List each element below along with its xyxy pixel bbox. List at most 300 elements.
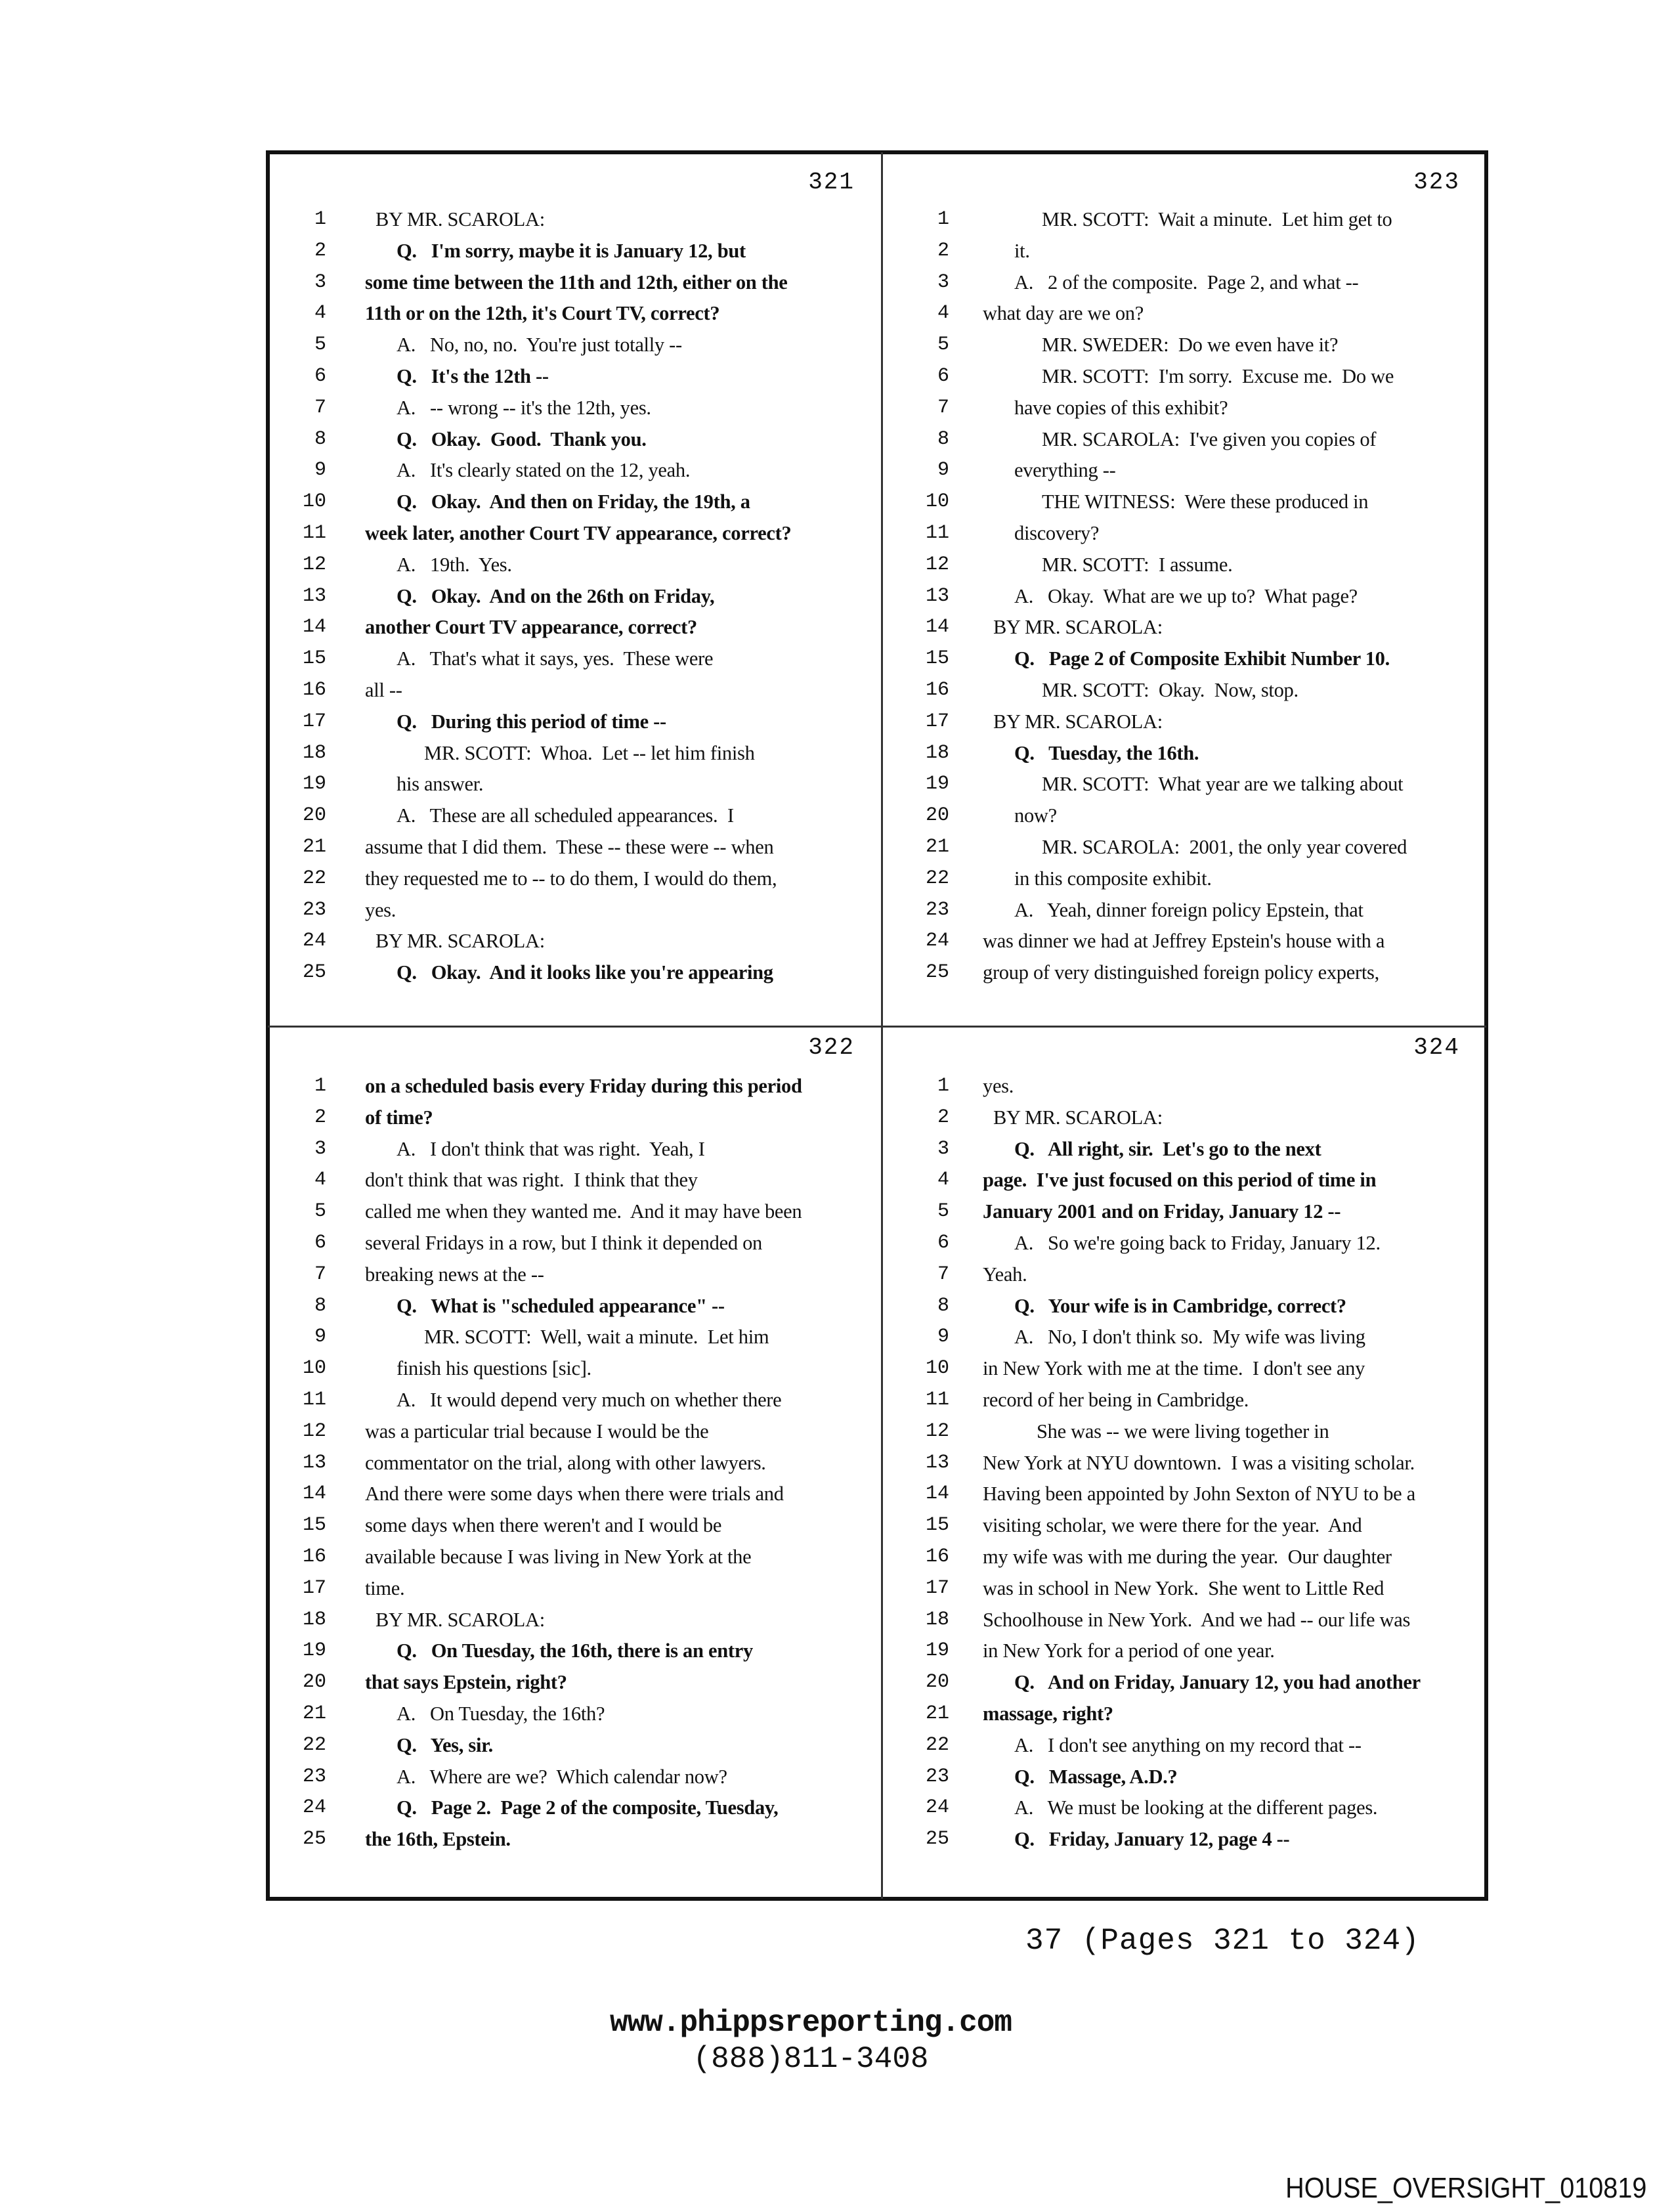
line-text: Q. During this period of time --	[397, 710, 666, 733]
transcript-line	[883, 1546, 1486, 1577]
line-number: 3	[314, 271, 326, 293]
line-number: 20	[925, 1671, 949, 1694]
line-number: 8	[314, 1294, 326, 1317]
line-number: 22	[925, 867, 949, 890]
line-text: in New York with me at the time. I don't see any	[983, 1357, 1365, 1380]
line-number: 10	[302, 490, 326, 513]
line-number: 5	[314, 1200, 326, 1223]
transcript-line	[270, 1263, 881, 1295]
line-number: 12	[925, 553, 949, 576]
line-number: 24	[302, 1796, 326, 1819]
line-text: they requested me to -- to do them, I would do them,	[365, 867, 777, 890]
transcript-line	[883, 271, 1486, 303]
line-number: 14	[302, 616, 326, 639]
line-number: 4	[314, 302, 326, 325]
line-text: Q. Massage, A.D.?	[1014, 1765, 1178, 1788]
transcript-line	[883, 1639, 1486, 1671]
transcript-line	[883, 930, 1486, 961]
line-text: Q. Okay. And on the 26th on Friday,	[397, 584, 715, 607]
line-text: finish his questions [sic].	[397, 1357, 591, 1380]
line-text: some time between the 11th and 12th, either on the	[365, 271, 788, 293]
line-text: Q. Okay. And it looks like you're appearing	[397, 961, 773, 984]
line-text: week later, another Court TV appearance, correct?	[365, 521, 792, 544]
transcript-line	[270, 428, 881, 460]
line-number: 10	[925, 490, 949, 513]
transcript-line	[270, 1106, 881, 1138]
line-number: 2	[314, 1106, 326, 1129]
page-number: 324	[1413, 1034, 1460, 1061]
line-number: 8	[937, 427, 949, 450]
line-text: all --	[365, 678, 402, 701]
line-text: his answer.	[397, 773, 484, 796]
bates-number: HOUSE_OVERSIGHT_010819	[1285, 2172, 1646, 2204]
line-number: 1	[314, 208, 326, 230]
line-number: 24	[925, 930, 949, 953]
line-text: MR. SCAROLA: I've given you copies of	[1042, 427, 1377, 450]
line-text: now?	[1014, 804, 1057, 827]
line-text: Q. Page 2. Page 2 of the composite, Tuesday,	[397, 1796, 779, 1819]
line-text: commentator on the trial, along with other lawyers.	[365, 1451, 766, 1474]
line-number: 17	[925, 1576, 949, 1599]
line-text: Q. Okay. And then on Friday, the 19th, a	[397, 490, 750, 513]
line-text: A. These are all scheduled appearances. I	[397, 804, 734, 827]
line-number: 12	[925, 1420, 949, 1442]
line-number: 12	[302, 553, 326, 576]
line-text: MR. SCOTT: Well, wait a minute. Let him	[424, 1326, 769, 1349]
footer-pages-label: 37 (Pages 321 to 324)	[1025, 1924, 1420, 1958]
transcript-line	[270, 930, 881, 961]
line-text: some days when there weren't and I would be	[365, 1514, 722, 1537]
line-text: A. -- wrong -- it's the 12th, yes.	[397, 396, 651, 419]
line-text: Q. Yes, sir.	[397, 1733, 493, 1756]
transcript-line	[883, 365, 1486, 397]
line-number: 18	[302, 741, 326, 764]
line-text: Q. Okay. Good. Thank you.	[397, 427, 647, 450]
line-text: was a particular trial because I would be the	[365, 1420, 709, 1442]
line-text: MR. SCOTT: What year are we talking about	[1042, 773, 1404, 796]
line-number: 3	[937, 271, 949, 293]
line-text: Having been appointed by John Sexton of NYU to be a	[983, 1483, 1415, 1506]
line-number: 15	[302, 647, 326, 670]
transcript-line	[883, 867, 1486, 899]
line-text: New York at NYU downtown. I was a visiting scholar.	[983, 1451, 1415, 1474]
transcript-line	[270, 1546, 881, 1577]
transcript-line	[883, 1295, 1486, 1326]
transcript-line	[270, 1420, 881, 1452]
line-text: BY MR. SCAROLA:	[376, 1608, 545, 1631]
transcript-line	[270, 1514, 881, 1546]
line-text: yes.	[983, 1075, 1014, 1097]
line-number: 13	[925, 1451, 949, 1474]
line-number: 19	[925, 1639, 949, 1662]
transcript-line	[270, 1639, 881, 1671]
line-number: 5	[937, 1200, 949, 1223]
line-number: 18	[925, 741, 949, 764]
transcript-line	[883, 522, 1486, 553]
transcript-lines	[883, 1075, 1486, 1859]
transcript-line	[270, 679, 881, 710]
line-number: 23	[302, 1765, 326, 1788]
transcript-line	[883, 1452, 1486, 1483]
line-text: on a scheduled basis every Friday during this period	[365, 1075, 802, 1097]
line-number: 25	[302, 1828, 326, 1851]
line-text: was dinner we had at Jeffrey Epstein's house with a	[983, 930, 1385, 953]
transcript-page-324	[883, 1028, 1486, 1898]
line-text: January 2001 and on Friday, January 12 --	[983, 1200, 1341, 1223]
page-number: 323	[1413, 169, 1460, 196]
transcript-line	[270, 490, 881, 522]
line-text: massage, right?	[983, 1702, 1113, 1725]
line-text: BY MR. SCAROLA:	[993, 1106, 1163, 1129]
line-number: 14	[302, 1483, 326, 1506]
line-number: 15	[925, 1514, 949, 1537]
transcript-line	[883, 616, 1486, 647]
line-text: group of very distinguished foreign policy experts,	[983, 961, 1379, 984]
footer-phone: (888)811-3408	[693, 2042, 929, 2076]
transcript-line	[883, 836, 1486, 867]
line-number: 16	[302, 678, 326, 701]
line-number: 9	[314, 1326, 326, 1349]
line-number: 9	[314, 459, 326, 482]
transcript-line	[270, 553, 881, 585]
transcript-line	[883, 647, 1486, 679]
transcript-line	[883, 1766, 1486, 1797]
line-text: yes.	[365, 898, 397, 921]
transcript-line	[270, 1169, 881, 1200]
line-text: Q. What is "scheduled appearance" --	[397, 1294, 725, 1317]
line-number: 13	[302, 584, 326, 607]
transcript-line	[883, 1075, 1486, 1106]
line-number: 14	[925, 616, 949, 639]
transcript-line	[270, 1138, 881, 1169]
line-number: 11	[302, 1388, 326, 1411]
line-text: MR. SWEDER: Do we even have it?	[1042, 334, 1339, 357]
transcript-line	[270, 773, 881, 804]
transcript-line	[270, 302, 881, 334]
transcript-line	[883, 1828, 1486, 1859]
line-text: another Court TV appearance, correct?	[365, 616, 697, 639]
line-text: She was -- we were living together in	[1037, 1420, 1329, 1442]
line-text: available because I was living in New York at the	[365, 1545, 752, 1568]
line-text: A. We must be looking at the different pages.	[1014, 1796, 1378, 1819]
line-text: Q. And on Friday, January 12, you had another	[1014, 1671, 1421, 1694]
transcript-line	[270, 1200, 881, 1232]
line-number: 16	[925, 678, 949, 701]
line-number: 24	[302, 930, 326, 953]
transcript-line	[270, 1483, 881, 1514]
line-number: 25	[925, 1828, 949, 1851]
transcript-line	[883, 1702, 1486, 1734]
line-text: my wife was with me during the year. Our daughter	[983, 1545, 1392, 1568]
transcript-line	[883, 1420, 1486, 1452]
line-text: MR. SCOTT: Wait a minute. Let him get to	[1042, 208, 1392, 230]
transcript-line	[883, 679, 1486, 710]
transcript-line	[883, 1734, 1486, 1766]
line-text: breaking news at the --	[365, 1263, 544, 1286]
line-number: 19	[925, 773, 949, 796]
line-number: 14	[925, 1483, 949, 1506]
line-number: 18	[302, 1608, 326, 1631]
line-number: 7	[937, 396, 949, 419]
line-text: MR. SCOTT: Whoa. Let -- let him finish	[424, 741, 755, 764]
line-number: 10	[925, 1357, 949, 1380]
transcript-page-321	[270, 154, 881, 1026]
transcript-line	[270, 1796, 881, 1828]
transcript-line	[883, 428, 1486, 460]
transcript-line	[883, 208, 1486, 240]
transcript-line	[270, 240, 881, 271]
line-text: everything --	[1014, 459, 1116, 482]
transcript-line	[270, 1671, 881, 1702]
line-text: Q. I'm sorry, maybe it is January 12, but	[397, 239, 746, 262]
transcript-lines	[270, 1075, 881, 1859]
line-text: was in school in New York. She went to Little Red	[983, 1576, 1384, 1599]
transcript-line	[270, 522, 881, 553]
line-text: A. That's what it says, yes. These were	[397, 647, 714, 670]
transcript-line	[883, 773, 1486, 804]
line-text: And there were some days when there were trials and	[365, 1483, 784, 1506]
line-number: 2	[937, 239, 949, 262]
line-number: 23	[302, 898, 326, 921]
line-number: 19	[302, 1639, 326, 1662]
line-number: 17	[925, 710, 949, 733]
line-text: MR. SCOTT: I'm sorry. Excuse me. Do we	[1042, 364, 1394, 387]
line-number: 6	[314, 1231, 326, 1254]
transcript-line	[883, 490, 1486, 522]
line-number: 9	[937, 459, 949, 482]
transcript-line	[883, 1796, 1486, 1828]
line-number: 21	[925, 1702, 949, 1725]
line-text: the 16th, Epstein.	[365, 1828, 511, 1851]
transcript-lines	[883, 208, 1486, 993]
transcript-line	[270, 1357, 881, 1389]
line-text: A. Yeah, dinner foreign policy Epstein, that	[1014, 898, 1363, 921]
transcript-line	[270, 365, 881, 397]
line-number: 4	[937, 302, 949, 325]
line-number: 8	[314, 427, 326, 450]
line-text: A. On Tuesday, the 16th?	[397, 1702, 605, 1725]
transcript-line	[270, 585, 881, 617]
transcript-line	[270, 616, 881, 647]
line-number: 7	[937, 1263, 949, 1286]
line-number: 19	[302, 773, 326, 796]
line-text: A. It's clearly stated on the 12, yeah.	[397, 459, 691, 482]
line-text: page. I've just focused on this period of time in	[983, 1169, 1377, 1192]
transcript-line	[883, 334, 1486, 365]
line-number: 21	[302, 835, 326, 858]
footer-website: www.phippsreporting.com	[610, 2006, 1012, 2040]
line-number: 10	[302, 1357, 326, 1380]
line-number: 6	[937, 364, 949, 387]
line-text: A. Okay. What are we up to? What page?	[1014, 584, 1358, 607]
line-number: 22	[302, 867, 326, 890]
line-text: several Fridays in a row, but I think it depended on	[365, 1231, 762, 1254]
transcript-line	[883, 302, 1486, 334]
line-text: MR. SCOTT: Okay. Now, stop.	[1042, 678, 1298, 701]
line-text: A. I don't see anything on my record that --	[1014, 1733, 1362, 1756]
line-text: Q. Page 2 of Composite Exhibit Number 10.	[1014, 647, 1390, 670]
line-number: 21	[925, 835, 949, 858]
transcript-line	[883, 1326, 1486, 1357]
transcript-line	[883, 397, 1486, 428]
transcript-line	[270, 804, 881, 836]
transcript-line	[883, 899, 1486, 930]
line-number: 21	[302, 1702, 326, 1725]
line-number: 13	[302, 1451, 326, 1474]
line-text: MR. SCAROLA: 2001, the only year covered	[1042, 835, 1407, 858]
line-number: 17	[302, 710, 326, 733]
line-number: 3	[314, 1137, 326, 1160]
transcript-line	[270, 1734, 881, 1766]
transcript-line	[883, 742, 1486, 773]
line-number: 4	[314, 1169, 326, 1192]
line-number: 20	[302, 804, 326, 827]
line-text: BY MR. SCAROLA:	[376, 208, 545, 230]
transcript-line	[270, 1828, 881, 1859]
line-text: Q. All right, sir. Let's go to the next	[1014, 1137, 1321, 1160]
line-text: A. 19th. Yes.	[397, 553, 512, 576]
line-text: BY MR. SCAROLA:	[993, 710, 1163, 733]
transcript-line	[883, 1232, 1486, 1263]
line-number: 20	[925, 804, 949, 827]
line-text: time.	[365, 1576, 405, 1599]
line-number: 11	[925, 1388, 949, 1411]
line-number: 16	[925, 1545, 949, 1568]
line-text: A. No, I don't think so. My wife was living	[1014, 1326, 1365, 1349]
line-text: that says Epstein, right?	[365, 1671, 567, 1694]
line-number: 1	[314, 1075, 326, 1097]
line-number: 20	[302, 1671, 326, 1694]
line-number: 25	[302, 961, 326, 984]
line-text: what day are we on?	[983, 302, 1144, 325]
transcript-line	[270, 1766, 881, 1797]
line-number: 2	[937, 1106, 949, 1129]
line-number: 6	[314, 364, 326, 387]
transcript-line	[883, 1169, 1486, 1200]
transcript-line	[883, 1200, 1486, 1232]
transcript-line	[270, 899, 881, 930]
transcript-line	[883, 1514, 1486, 1546]
transcript-line	[270, 1326, 881, 1357]
page-number: 321	[808, 169, 855, 196]
transcript-line	[270, 271, 881, 303]
line-text: BY MR. SCAROLA:	[376, 930, 545, 953]
line-number: 1	[937, 208, 949, 230]
transcript-page-323	[883, 154, 1486, 1026]
line-text: A. I don't think that was right. Yeah, I	[397, 1137, 705, 1160]
line-number: 15	[302, 1514, 326, 1537]
line-number: 7	[314, 1263, 326, 1286]
line-number: 6	[937, 1231, 949, 1254]
transcript-line	[883, 459, 1486, 490]
line-text: in this composite exhibit.	[1014, 867, 1212, 890]
transcript-line	[270, 1075, 881, 1106]
transcript-line	[270, 1609, 881, 1640]
line-text: Q. Your wife is in Cambridge, correct?	[1014, 1294, 1346, 1317]
transcript-line	[883, 585, 1486, 617]
transcript-line	[270, 1389, 881, 1420]
line-number: 16	[302, 1545, 326, 1568]
line-number: 11	[302, 521, 326, 544]
line-text: assume that I did them. These -- these were -- when	[365, 835, 774, 858]
transcript-line	[270, 1577, 881, 1609]
transcript-line	[270, 459, 881, 490]
transcript-line	[270, 836, 881, 867]
line-text: of time?	[365, 1106, 433, 1129]
line-number: 25	[925, 961, 949, 984]
line-number: 1	[937, 1075, 949, 1097]
transcript-line	[270, 397, 881, 428]
transcript-line	[883, 1609, 1486, 1640]
line-number: 13	[925, 584, 949, 607]
line-number: 22	[302, 1733, 326, 1756]
line-text: Q. Tuesday, the 16th.	[1014, 741, 1199, 764]
transcript-line	[270, 710, 881, 742]
line-text: MR. SCOTT: I assume.	[1042, 553, 1233, 576]
transcript-line	[883, 804, 1486, 836]
line-text: THE WITNESS: Were these produced in	[1042, 490, 1369, 513]
line-number: 8	[937, 1294, 949, 1317]
transcript-line	[883, 1671, 1486, 1702]
line-text: Yeah.	[983, 1263, 1027, 1286]
line-text: Q. It's the 12th --	[397, 364, 549, 387]
transcript-line	[883, 710, 1486, 742]
transcript-line	[883, 1263, 1486, 1295]
line-number: 7	[314, 396, 326, 419]
line-text: visiting scholar, we were there for the year. And	[983, 1514, 1362, 1537]
transcript-line	[883, 1357, 1486, 1389]
line-number: 3	[937, 1137, 949, 1160]
line-number: 23	[925, 898, 949, 921]
line-text: BY MR. SCAROLA:	[993, 616, 1163, 639]
transcript-line	[883, 1483, 1486, 1514]
line-text: A. 2 of the composite. Page 2, and what --	[1014, 271, 1359, 293]
line-text: have copies of this exhibit?	[1014, 396, 1228, 419]
transcript-line	[883, 553, 1486, 585]
line-text: A. It would depend very much on whether there	[397, 1388, 782, 1411]
line-number: 2	[314, 239, 326, 262]
line-text: Q. Friday, January 12, page 4 --	[1014, 1828, 1290, 1851]
line-text: A. So we're going back to Friday, January 12.	[1014, 1231, 1381, 1254]
line-text: Schoolhouse in New York. And we had -- our life was	[983, 1608, 1411, 1631]
line-text: A. Where are we? Which calendar now?	[397, 1765, 727, 1788]
line-number: 18	[925, 1608, 949, 1631]
transcript-line	[270, 1295, 881, 1326]
line-number: 5	[314, 334, 326, 357]
line-number: 12	[302, 1420, 326, 1442]
transcript-line	[883, 1577, 1486, 1609]
transcript-lines	[270, 208, 881, 993]
transcript-line	[270, 742, 881, 773]
transcript-line	[270, 647, 881, 679]
line-number: 4	[937, 1169, 949, 1192]
line-number: 24	[925, 1796, 949, 1819]
transcript-page-322	[270, 1028, 881, 1898]
line-number: 11	[925, 521, 949, 544]
page-number: 322	[808, 1034, 855, 1061]
line-number: 23	[925, 1765, 949, 1788]
transcript-line	[883, 1138, 1486, 1169]
line-number: 22	[925, 1733, 949, 1756]
line-number: 9	[937, 1326, 949, 1349]
line-text: record of her being in Cambridge.	[983, 1388, 1249, 1411]
line-text: in New York for a period of one year.	[983, 1639, 1275, 1662]
line-text: Q. On Tuesday, the 16th, there is an entry	[397, 1639, 753, 1662]
line-number: 17	[302, 1576, 326, 1599]
transcript-line	[270, 961, 881, 993]
line-text: A. No, no, no. You're just totally --	[397, 334, 682, 357]
line-text: don't think that was right. I think that they	[365, 1169, 698, 1192]
